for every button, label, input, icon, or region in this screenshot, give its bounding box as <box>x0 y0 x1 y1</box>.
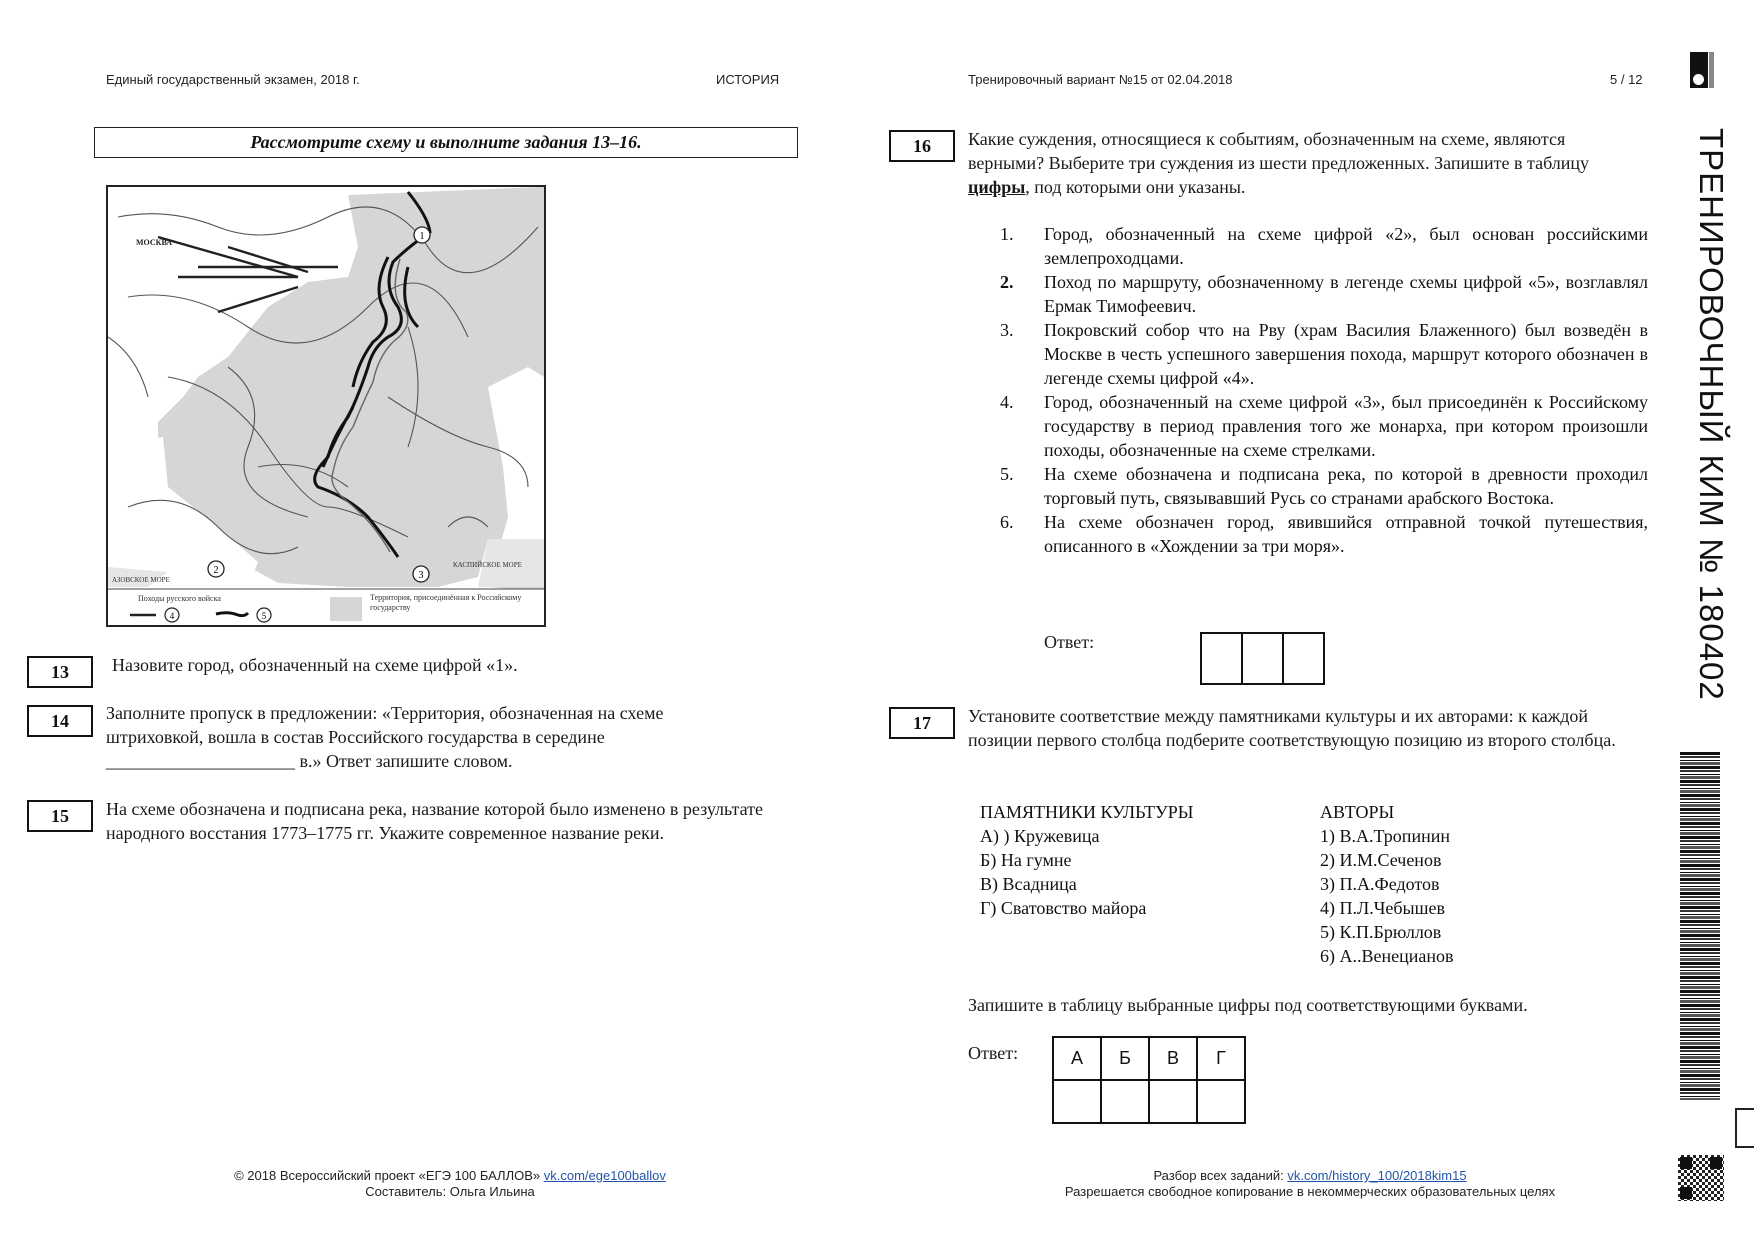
monument-a: А) ) Кружевица <box>980 826 1100 846</box>
question-14-number: 14 <box>27 705 93 737</box>
question-15-text: На схеме обозначена и подписана река, название которой было изменено в результате народного восстания 1773–1775 гг. Укажите современное название реки. <box>106 799 764 843</box>
map-label-moscow: МОСКВА <box>136 238 173 247</box>
option-5: 5. На схеме обозначена и подписана река, по которой в древности проходил торговый путь, связывавший Русь со странами арабского Востока. <box>1000 464 1648 508</box>
question-16-answer-label: Ответ: <box>1044 632 1095 652</box>
map-graphic <box>108 187 544 625</box>
monument-b: Б) На гумне <box>980 850 1072 870</box>
question-14-blank: _____________________ <box>106 751 295 771</box>
answer-cell-v[interactable] <box>1148 1079 1198 1124</box>
footer-left: © 2018 Всероссийский проект «ЕГЭ 100 БАЛЛОВ» vk.com/ege100ballov Составитель: Ольга Ильина <box>234 1168 666 1199</box>
header-exam-title: Единый государственный экзамен, 2018 г. <box>106 72 360 87</box>
map-label-caspian: КАСПИЙСКОЕ МОРЕ <box>453 561 522 569</box>
question-17-instruction: Запишите в таблицу выбранные цифры под соответствующими буквами. <box>968 995 1528 1015</box>
author-3: 3) П.А.Федотов <box>1320 874 1440 894</box>
answer-box-2[interactable] <box>1241 632 1284 685</box>
header-page-number: 5 / 12 <box>1610 72 1643 87</box>
question-17-number: 17 <box>889 707 955 739</box>
authors-column <box>1320 800 1454 968</box>
option-1: 1. Город, обозначенный на схеме цифрой «2», был основан российскими землепроходцами. <box>1000 224 1648 268</box>
history-map <box>106 185 546 627</box>
alignment-marker-icon <box>1735 1108 1754 1148</box>
legend-marker-4: 4 <box>169 611 175 621</box>
question-17-answer-label: Ответ: <box>968 1043 1019 1063</box>
map-marker-2: 2 <box>213 565 219 576</box>
question-14-line3: _____________________ в.» Ответ запишите словом. <box>106 751 513 771</box>
option-4: 4. Город, обозначенный на схеме цифрой «3», был присоединён к Российскому государству в период правления того же монарха, при котором произошли походы, обозначенные на схеме стрелками. <box>1000 392 1648 460</box>
instruction-banner: Рассмотрите схему и выполните задания 13–16. <box>94 127 798 158</box>
barcode-icon <box>1680 752 1720 1100</box>
option-6: 6. На схеме обозначен город, явившийся отправной точкой путешествия, описанного в «Хождении за три моря». <box>1000 512 1648 556</box>
table-header-v: В <box>1148 1036 1198 1081</box>
corner-marker-icon <box>1690 52 1716 88</box>
map-marker-3: 3 <box>418 570 424 581</box>
monument-g: Г) Сватовство майора <box>980 898 1147 918</box>
header-variant: Тренировочный вариант №15 от 02.04.2018 <box>968 72 1233 87</box>
author-2: 2) И.М.Сеченов <box>1320 850 1442 870</box>
question-17-intro: Установите соответствие между памятниками культуры и их авторами: к каждой позиции первого столбца подберите соответствующую позицию из второго столбца. <box>968 706 1616 750</box>
author-5: 5) К.П.Брюллов <box>1320 922 1442 942</box>
table-header-b: Б <box>1100 1036 1150 1081</box>
legend-territory-label: Территория, присоединённая к Российскому государству <box>370 593 522 612</box>
table-header-g: Г <box>1196 1036 1246 1081</box>
monuments-column <box>980 800 1194 920</box>
question-16-options <box>1000 222 1648 558</box>
header-subject: ИСТОРИЯ <box>716 72 780 87</box>
answer-box-1[interactable] <box>1200 632 1243 685</box>
monument-v: В) Всадница <box>980 874 1077 894</box>
map-marker-1: 1 <box>419 231 425 242</box>
question-14-line2: штриховкой, вошла в состав Российского государства в середине <box>106 727 605 747</box>
legend-campaigns-title: Походы русского войска <box>138 594 221 603</box>
authors-title: АВТОРЫ <box>1320 802 1395 822</box>
map-label-azov: АЗОВСКОЕ МОРЕ <box>112 576 170 584</box>
footer-link-ege100[interactable]: vk.com/ege100ballov <box>543 1168 666 1183</box>
option-2: 2. Поход по маршруту, обозначенному в легенде схемы цифрой «5», возглавлял Ермак Тимофеевич. <box>1000 272 1648 316</box>
answer-cell-a[interactable] <box>1052 1079 1102 1124</box>
footer-right: Разбор всех заданий: vk.com/history_100/2018kim15 Разрешается свободное копирование в некоммерческих образовательных целях <box>1064 1168 1556 1199</box>
emphasis-digits: цифры <box>968 177 1026 197</box>
question-17-answer-table <box>1052 1036 1246 1124</box>
vertical-kim-title: ТРЕНИРОВОЧНЫЙ КИМ № 180402 <box>1693 128 1730 701</box>
question-13-number: 13 <box>27 656 93 688</box>
answer-cell-g[interactable] <box>1196 1079 1246 1124</box>
question-16-answer-boxes <box>1200 632 1325 685</box>
footer-link-history[interactable]: vk.com/history_100/2018kim15 <box>1287 1168 1467 1183</box>
question-15-number: 15 <box>27 800 93 832</box>
table-header-a: А <box>1052 1036 1102 1081</box>
question-13-text: Назовите город, обозначенный на схеме цифрой «1». <box>112 655 518 675</box>
answer-cell-b[interactable] <box>1100 1079 1150 1124</box>
author-6: 6) А..Венецианов <box>1320 946 1454 966</box>
author-4: 4) П.Л.Чебышев <box>1320 898 1445 918</box>
question-16-number: 16 <box>889 130 955 162</box>
author-1: 1) В.А.Тропинин <box>1320 826 1450 846</box>
option-3: 3. Покровский собор что на Рву (храм Василия Блаженного) был возведён в Москве в честь успешного завершения похода, маршрут которого обозначен в легенде схемы цифрой «4». <box>1000 320 1648 388</box>
legend-marker-5: 5 <box>261 611 267 621</box>
question-14-line1: Заполните пропуск в предложении: «Территория, обозначенная на схеме <box>106 703 664 723</box>
question-16-intro: Какие суждения, относящиеся к событиям, обозначенным на схеме, являются верными? Выберите три суждения из шести предложенных. Запишите в таблицу цифры, под которыми они указаны. <box>968 129 1590 197</box>
monuments-title: ПАМЯТНИКИ КУЛЬТУРЫ <box>980 802 1194 822</box>
qr-code-icon <box>1678 1155 1724 1201</box>
question-14-text <box>106 701 806 773</box>
answer-box-3[interactable] <box>1282 632 1325 685</box>
